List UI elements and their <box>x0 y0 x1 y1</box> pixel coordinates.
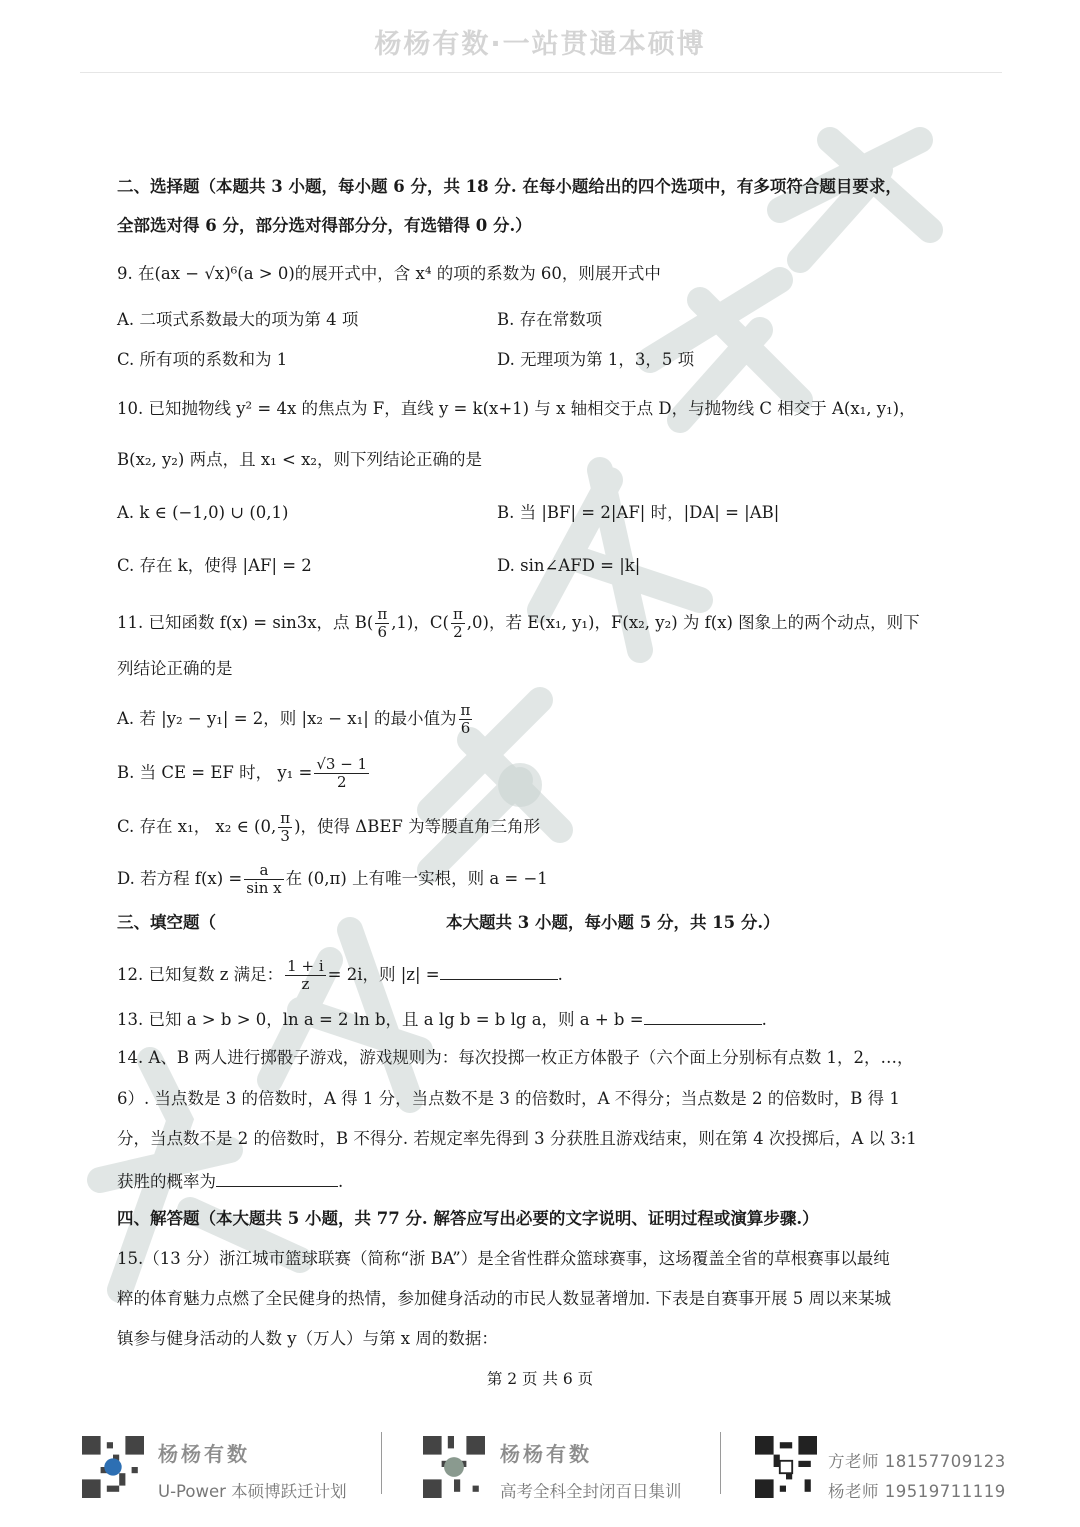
q11-frac-num: π <box>452 605 463 623</box>
promo-banner <box>0 1430 1080 1510</box>
frac-num: 1 + i <box>287 957 324 975</box>
q11-option-b-text: B. 当 CE = EF 时， y₁ = <box>117 763 313 782</box>
q11-option-a-fraction <box>459 702 473 737</box>
frac-den: z <box>301 975 310 993</box>
q15-line2: 粹的体育魅力点燃了全民健身的热情，参加健身活动的市民人数显著增加. 下表是自赛事开展 5 周以来某城 <box>117 1289 891 1308</box>
q10-option-d: D. sin∠AFD = |k| <box>497 556 641 575</box>
q11-frac-den: 6 <box>377 623 388 641</box>
q11-stem-part-c: ,0)，若 E(x₁, y₁)，F(x₂, y₂) 为 f(x) 图象上的两个动点，则下 <box>466 613 920 632</box>
q14-answer-blank[interactable] <box>216 1168 338 1187</box>
frac-num: π <box>460 701 471 719</box>
q13-end: . <box>761 1010 767 1029</box>
section2-title-line2: 全部选对得 6 分，部分选对得部分分，有选错得 0 分.） <box>117 216 532 235</box>
header-title: 杨杨有数·一站贯通本硕博 <box>374 29 706 60</box>
tagline-2: 高考全科全封闭百日集训 <box>500 1482 682 1501</box>
q14-line3: 分，当点数不是 2 的倍数时，B 不得分. 若规定率先得到 3 分获胜且游戏结束，则在第 4 次投掷后，A 以 3:1 <box>117 1129 917 1148</box>
section3-title-b: 本大题共 3 小题，每小题 5 分，共 15 分.） <box>446 913 780 932</box>
section3-title <box>117 912 780 934</box>
frac-den: sin x <box>246 879 282 897</box>
frac-num: √3 − 1 <box>316 755 368 773</box>
q11-option-d-tail: 在 (0,π) 上有唯一实根，则 a = −1 <box>285 869 548 888</box>
q10-stem-line2: B(x₂, y₂) 两点，且 x₁ < x₂，则下列结论正确的是 <box>117 450 482 469</box>
q11-stem-line2: 列结论正确的是 <box>117 659 233 678</box>
q10-option-b: B. 当 |BF| = 2|AF| 时，|DA| = |AB| <box>497 503 780 522</box>
contact-1: 方老师 18157709123 <box>828 1452 1006 1471</box>
q14-line4-text: 获胜的概率为 <box>117 1172 216 1191</box>
q10-option-a: A. k ∈ (−1,0) ∪ (0,1) <box>117 503 289 522</box>
q11-option-a-text: A. 若 |y₂ − y₁| = 2，则 |x₂ − x₁| 的最小值为 <box>117 709 457 728</box>
frac-den: 2 <box>336 773 347 791</box>
banner-divider-2 <box>720 1432 721 1494</box>
frac-num: a <box>244 862 283 880</box>
q11-option-d-text: D. 若方程 f(x) = <box>117 869 243 888</box>
tagline-1: U-Power 本硕博跃迁计划 <box>158 1482 347 1501</box>
page-number: 第 2 页 共 6 页 <box>486 1370 594 1388</box>
q11-option-c-tail: )，使得 ΔBEF 为等腰直角三角形 <box>294 817 541 836</box>
q11-frac-num: π <box>377 605 388 623</box>
q10-stem-line1: 10. 已知抛物线 y² = 4x 的焦点为 F，直线 y = k(x+1) 与 x 轴相交于点 D，与抛物线 C 相交于 A(x₁, y₁)， <box>117 399 916 418</box>
q14-line4 <box>117 1168 343 1193</box>
qr-code-icon <box>423 1436 485 1498</box>
q11-option-d <box>117 862 548 897</box>
q11-option-c <box>117 810 540 845</box>
q11-option-a <box>117 702 474 737</box>
q9-stem: 9. 在(ax − √x)⁶(a > 0)的展开式中，含 x⁴ 的项的系数为 60，则展开式中 <box>117 264 661 283</box>
q11-fraction-pi-2 <box>451 606 465 641</box>
contact-2: 杨老师 19519711119 <box>828 1482 1006 1501</box>
q12 <box>117 958 563 993</box>
q10-option-c: C. 存在 k，使得 |AF| = 2 <box>117 556 312 575</box>
brand-name-1: 杨杨有数 <box>158 1442 250 1466</box>
q14-end: . <box>338 1172 344 1191</box>
section4-title: 四、解答题（本大题共 5 小题，共 77 分. 解答应写出必要的文字说明、证明过程或演算步骤.） <box>117 1209 819 1228</box>
q12-text-post: = 2i，则 |z| = <box>327 965 440 984</box>
q12-answer-blank[interactable] <box>440 961 558 980</box>
q13-text: 13. 已知 a > b > 0，ln a = 2 ln b，且 a lg b = b lg a，则 a + b = <box>117 1010 644 1029</box>
qr-code-icon <box>755 1436 817 1498</box>
frac-den: 6 <box>460 719 471 737</box>
q11-option-b-fraction <box>314 756 369 791</box>
qr-code-1[interactable] <box>82 1436 144 1498</box>
q13 <box>117 1006 767 1031</box>
header-divider <box>80 72 1002 73</box>
q11-option-c-text: C. 存在 x₁， x₂ ∈ (0, <box>117 817 277 836</box>
q14-line1: 14. A、B 两人进行掷骰子游戏，游戏规则为：每次投掷一枚正方体骰子（六个面上分别标有点数 1，2，…， <box>117 1048 914 1067</box>
q9-option-c: C. 所有项的系数和为 1 <box>117 350 288 369</box>
q9-option-a: A. 二项式系数最大的项为第 4 项 <box>117 310 359 329</box>
q11-stem-line1 <box>117 606 920 641</box>
section3-title-a: 三、填空题（ <box>117 913 216 932</box>
brand-name-2: 杨杨有数 <box>500 1442 592 1466</box>
q11-frac-den: 2 <box>453 623 463 641</box>
banner-divider-1 <box>381 1432 382 1494</box>
qr-code-3[interactable] <box>755 1436 817 1498</box>
q13-answer-blank[interactable] <box>644 1006 762 1025</box>
q11-option-c-fraction <box>278 810 292 845</box>
q12-end: . <box>557 965 563 984</box>
q11-option-b <box>117 756 371 791</box>
q11-stem-part-b: ,1)，C( <box>391 613 449 632</box>
section2-title-line1: 二、选择题（本题共 3 小题，每小题 6 分，共 18 分. 在每小题给出的四个选项中，有多项符合题目要求， <box>117 177 902 196</box>
q15-line1: 15.（13 分）浙江城市篮球联赛（简称“浙 BA”）是全省性群众篮球赛事，这场覆盖全省的草根赛事以最纯 <box>117 1249 890 1268</box>
frac-den: 3 <box>280 827 290 845</box>
qr-code-2[interactable] <box>423 1436 485 1498</box>
qr-code-icon <box>82 1436 144 1498</box>
q12-text: 12. 已知复数 z 满足： <box>117 965 284 984</box>
q9-option-d: D. 无理项为第 1，3，5 项 <box>497 350 695 369</box>
frac-num: π <box>280 809 291 827</box>
q15-line3: 镇参与健身活动的人数 y（万人）与第 x 周的数据： <box>117 1329 498 1348</box>
q11-option-d-fraction <box>244 862 283 897</box>
q11-stem-part-a: 11. 已知函数 f(x) = sin3x，点 B( <box>117 613 374 632</box>
q14-line2: 6）. 当点数是 3 的倍数时，A 得 1 分，当点数不是 3 的倍数时，A 不得分；当点数是 2 的倍数时，B 得 1 <box>117 1089 900 1108</box>
q12-fraction <box>285 958 325 993</box>
q11-fraction-pi-6 <box>375 606 389 641</box>
q9-option-b: B. 存在常数项 <box>497 310 603 329</box>
